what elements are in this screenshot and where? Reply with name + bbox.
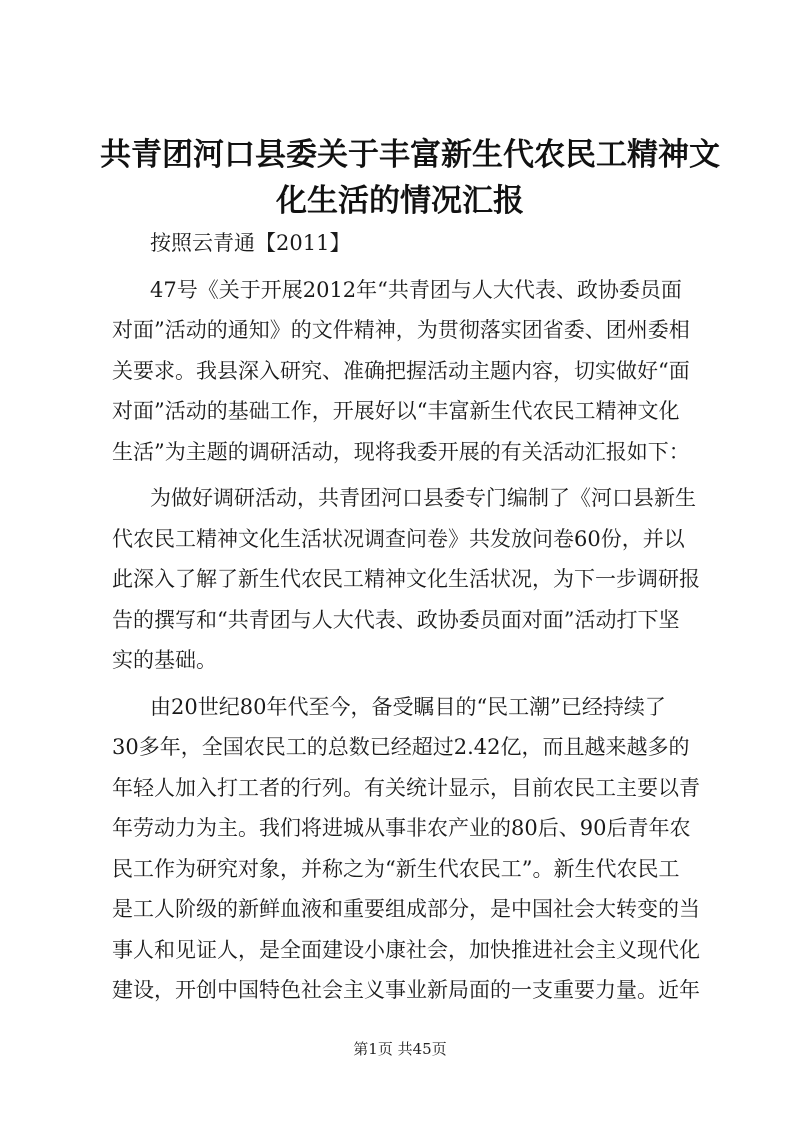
paragraph-line: 实的基础。 xyxy=(112,648,217,672)
paragraph-line: 民工作为研究对象，并称之为“新生代农民工”。新生代农民工 xyxy=(112,856,680,881)
paragraph-line: 年劳动力为主。我们将进城从事非农产业的80后、90后青年农 xyxy=(112,816,691,840)
paragraph-line: 事人和见证人，是全面建设小康社会，加快推进社会主义现代化 xyxy=(112,937,700,962)
paragraph-line: 告的撰写和“共青团与人大代表、政协委员面对面”活动打下坚 xyxy=(112,607,680,632)
page-footer: 第1页 共45页 xyxy=(353,1040,447,1058)
paragraph-line: 是工人阶级的新鲜血液和重要组成部分，是中国社会大转变的当 xyxy=(112,897,700,921)
paragraph xyxy=(112,687,716,1011)
document-body xyxy=(112,223,716,1011)
paragraph-line: 年轻人加入打工者的行列。有关统计显示，目前农民工主要以青 xyxy=(112,775,700,800)
paragraph-line: 对面”活动的基础工作，开展好以“丰富新生代农民工精神文化 xyxy=(112,399,680,423)
paragraph-line: 建设，开创中国特色社会主义事业新局面的一支重要力量。近年 xyxy=(112,978,700,1002)
paragraph-line: 30多年，全国农民工的总数已经超过2.42亿，而且越来越多的 xyxy=(112,735,690,759)
paragraph-line: 关要求。我县深入研究、准确把握活动主题内容，切实做好“面 xyxy=(112,358,690,383)
paragraph xyxy=(112,223,716,264)
document-title xyxy=(100,132,720,224)
title-line: 化生活的情况汇报 xyxy=(276,183,524,219)
paragraph-line: 生活”为主题的调研活动，现将我委开展的有关活动汇报如下： xyxy=(112,439,690,464)
paragraph-line: 按照云青通【2011】 xyxy=(150,231,351,255)
paragraph-line: 47号《关于开展2012年“共青团与人大代表、政协委员面 xyxy=(150,277,682,302)
paragraph-line: 此深入了解了新生代农民工精神文化生活状况，为下一步调研报 xyxy=(112,567,700,591)
paragraph-line: 对面”活动的通知》的文件精神，为贯彻落实团省委、团州委相 xyxy=(112,318,690,342)
paragraph xyxy=(112,478,716,681)
paragraph-line: 由20世纪80年代至今，备受瞩目的“民工潮”已经持续了 xyxy=(150,694,666,719)
paragraph-line: 为做好调研活动，共青团河口县委专门编制了《河口县新生 xyxy=(150,486,696,510)
title-line: 共青团河口县委关于丰富新生代农民工精神文 xyxy=(100,137,720,173)
paragraph-line: 代农民工精神文化生活状况调查问卷》共发放问卷60份，并以 xyxy=(112,526,685,551)
paragraph xyxy=(112,270,716,473)
